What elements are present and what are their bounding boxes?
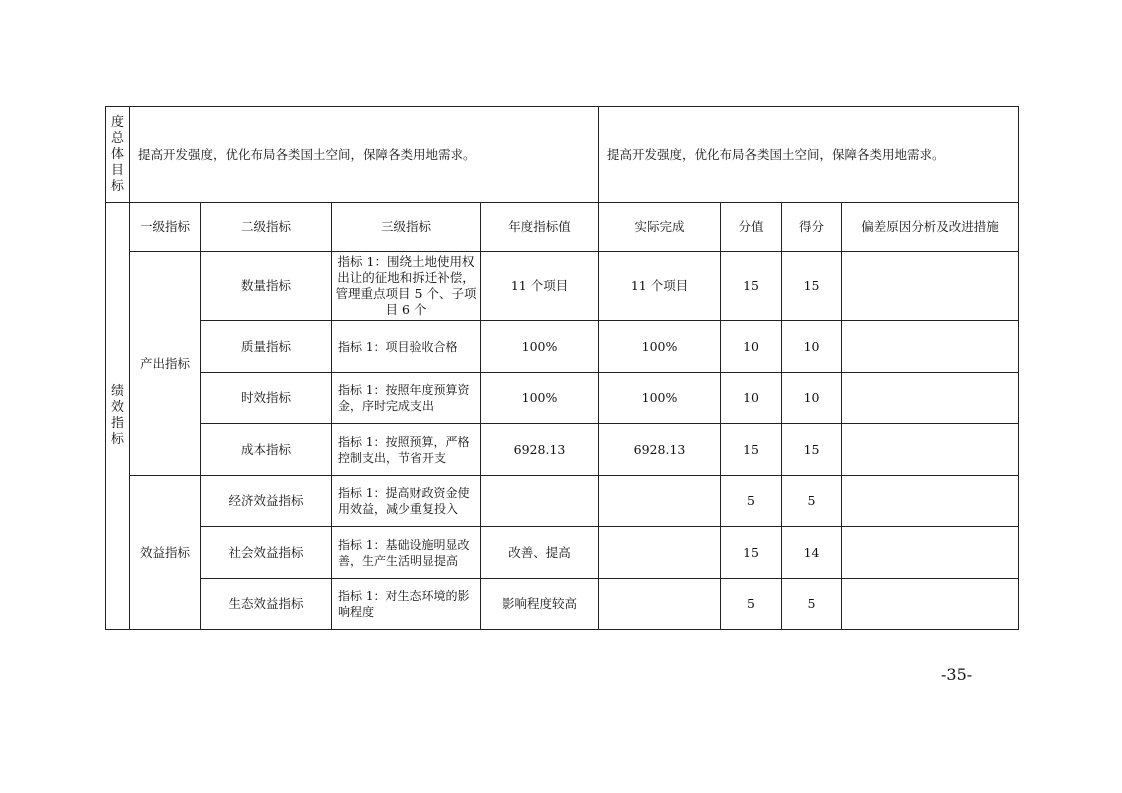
target-cell bbox=[481, 476, 599, 527]
deviation-cell bbox=[842, 424, 1019, 476]
level2-cell: 质量指标 bbox=[201, 321, 332, 373]
weight-cell: 5 bbox=[721, 476, 782, 527]
table-row bbox=[106, 527, 1019, 579]
weight-cell: 15 bbox=[721, 424, 782, 476]
column-header-score: 得分 bbox=[782, 203, 842, 252]
score-cell: 10 bbox=[782, 321, 842, 373]
column-header-actual: 实际完成 bbox=[599, 203, 721, 252]
target-cell: 6928.13 bbox=[481, 424, 599, 476]
target-cell: 11 个项目 bbox=[481, 252, 599, 321]
level3-cell: 指标 1：基础设施明显改善，生产生活明显提高 bbox=[332, 527, 481, 579]
weight-cell: 5 bbox=[721, 579, 782, 630]
table-row bbox=[106, 252, 1019, 321]
actual-cell: 100% bbox=[599, 373, 721, 424]
target-cell: 改善、提高 bbox=[481, 527, 599, 579]
score-cell: 5 bbox=[782, 579, 842, 630]
actual-goal-cell: 提高开发强度，优化布局各类国土空间，保障各类用地需求。 bbox=[599, 107, 1019, 203]
table-row bbox=[106, 321, 1019, 373]
target-cell: 100% bbox=[481, 373, 599, 424]
level2-cell: 经济效益指标 bbox=[201, 476, 332, 527]
deviation-cell bbox=[842, 579, 1019, 630]
level2-cell: 成本指标 bbox=[201, 424, 332, 476]
weight-cell: 10 bbox=[721, 373, 782, 424]
score-cell: 14 bbox=[782, 527, 842, 579]
level2-cell: 社会效益指标 bbox=[201, 527, 332, 579]
table-row bbox=[106, 424, 1019, 476]
level1-cell-benefit: 效益指标 bbox=[130, 476, 201, 630]
column-header-level2: 二级指标 bbox=[201, 203, 332, 252]
table-row bbox=[106, 579, 1019, 630]
actual-cell: 6928.13 bbox=[599, 424, 721, 476]
weight-cell: 15 bbox=[721, 252, 782, 321]
goal-row bbox=[106, 107, 1019, 203]
column-header-row bbox=[106, 203, 1019, 252]
actual-cell bbox=[599, 527, 721, 579]
level3-cell: 指标 1：按照预算，严格控制支出，节省开支 bbox=[332, 424, 481, 476]
level3-cell: 指标 1：围绕土地使用权出让的征地和拆迁补偿，管理重点项目 5 个、子项目 6 个 bbox=[332, 252, 481, 321]
score-cell: 5 bbox=[782, 476, 842, 527]
score-cell: 10 bbox=[782, 373, 842, 424]
deviation-cell bbox=[842, 252, 1019, 321]
performance-table bbox=[105, 106, 1019, 630]
actual-cell bbox=[599, 579, 721, 630]
level3-cell: 指标 1：提高财政资金使用效益，减少重复投入 bbox=[332, 476, 481, 527]
target-cell: 影响程度较高 bbox=[481, 579, 599, 630]
deviation-cell bbox=[842, 321, 1019, 373]
weight-cell: 10 bbox=[721, 321, 782, 373]
level3-cell: 指标 1：按照年度预算资金，序时完成支出 bbox=[332, 373, 481, 424]
score-cell: 15 bbox=[782, 424, 842, 476]
goal-header-cell bbox=[106, 107, 130, 203]
column-header-weight: 分值 bbox=[721, 203, 782, 252]
deviation-cell bbox=[842, 476, 1019, 527]
weight-cell: 15 bbox=[721, 527, 782, 579]
actual-cell: 100% bbox=[599, 321, 721, 373]
page-number: -35- bbox=[941, 665, 973, 684]
actual-cell bbox=[599, 476, 721, 527]
actual-cell: 11 个项目 bbox=[599, 252, 721, 321]
table-row bbox=[106, 476, 1019, 527]
column-header-level3: 三级指标 bbox=[332, 203, 481, 252]
deviation-cell bbox=[842, 373, 1019, 424]
goal-header: 度总体目标 bbox=[110, 114, 124, 194]
level3-cell: 指标 1：项目验收合格 bbox=[332, 321, 481, 373]
level2-cell: 数量指标 bbox=[201, 252, 332, 321]
level2-cell: 生态效益指标 bbox=[201, 579, 332, 630]
annual-goal-cell: 提高开发强度，优化布局各类国土空间，保障各类用地需求。 bbox=[130, 107, 599, 203]
performance-label: 绩效指标 bbox=[110, 384, 124, 447]
table-row bbox=[106, 373, 1019, 424]
performance-label-cell bbox=[106, 203, 130, 630]
level2-cell: 时效指标 bbox=[201, 373, 332, 424]
deviation-cell bbox=[842, 527, 1019, 579]
column-header-level1: 一级指标 bbox=[130, 203, 201, 252]
score-cell: 15 bbox=[782, 252, 842, 321]
column-header-target: 年度指标值 bbox=[481, 203, 599, 252]
level3-cell: 指标 1：对生态环境的影响程度 bbox=[332, 579, 481, 630]
target-cell: 100% bbox=[481, 321, 599, 373]
column-header-deviation: 偏差原因分析及改进措施 bbox=[842, 203, 1019, 252]
level1-cell-output: 产出指标 bbox=[130, 252, 201, 476]
